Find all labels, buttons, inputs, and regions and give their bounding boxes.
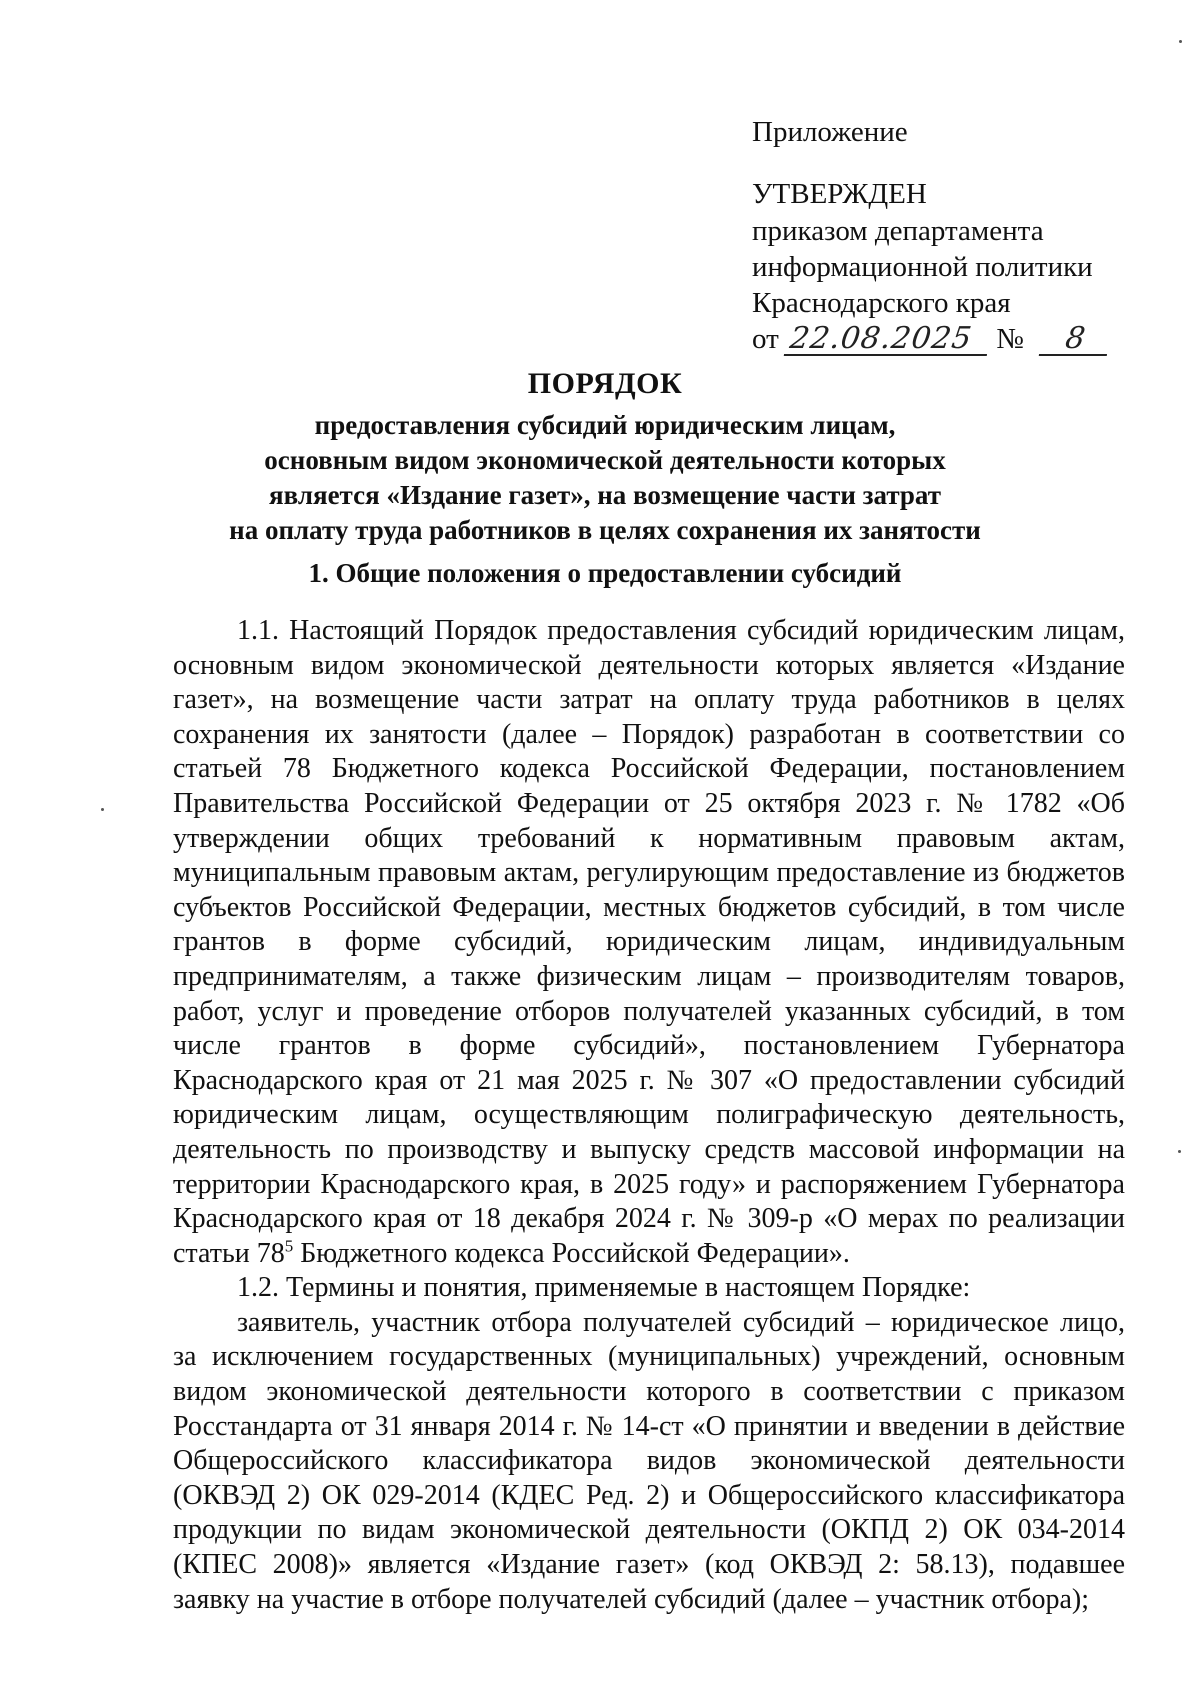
order-date-line [752, 321, 1152, 357]
superscript-5: 5 [284, 1236, 294, 1256]
order-prefix: от [752, 323, 779, 355]
approved-by-line-3: Краснодарского края [752, 287, 1011, 319]
paragraph-1-1-text: 1.1. Настоящий Порядок предоставления субсидий юридическим лицам, основным видом экономической деятельности которых является «Издание газет», на возмещение части затрат на оплату труда работников в целях сохранения их занятости (далее – Порядок) разработан в соответствии со статьей 78 Бюджетного кодекса Российской Федерации, постановлением Правительства Российской Федерации от 25 октября 2023 г. № 1782 «Об утверждении общих требований к нормативным правовым актам, муниципальным правовым актам, регулирующим предоставление из бюджетов субъектов Российской Федерации, местных бюджетов субсидий, в том числе грантов в форме субсидий, юридическим лицам, индивидуальным предпринимателям, а также физическим лицам – производителям товаров, работ, услуг и проведение отборов получателей указанных субсидий, в том числе грантов в форме субсидий», постановлением Губернатора Краснодарского края от 21 мая 2025 г. № 307 «О предоставлении субсидий юридическим лицам, осуществляющим полиграфическую деятельность, деятельность по производству и выпуску средств массовой информации на территории Краснодарского края, в 2025 году» и распоряжением Губернатора Краснодарского края от 18 декабря 2024 г. № 309-р «О мерах по реализации статьи 78 [173, 615, 1125, 1269]
document-title: ПОРЯДОК [527, 367, 683, 400]
document-subtitle-line-3: является «Издание газет», на возмещение части затрат [268, 480, 941, 510]
approved-by-line-1: приказом департамента [752, 215, 1044, 247]
handwritten-number: 8 [1039, 324, 1111, 356]
document-body [173, 614, 1125, 1617]
paragraph-applicant-definition: заявитель, участник отбора получателей субсидий – юридическое лицо, за исключением государственных (муниципальных) учреждений, основным видом экономической деятельности которого в соответствии с приказом Росстандарта от 31 января 2014 г. № 14-ст «О принятии и введении в действие Общероссийского классификатора видов экономической деятельности (ОКВЭД 2) ОК 029-2014 (КДЕС Ред. 2) и Общероссийского классификатора продукции по видам экономической деятельности (ОКПД 2) ОК 034-2014 (КПЕС 2008)» является «Издание газет» (код ОКВЭД 2: 58.13), подавшее заявку на участие в отборе получателей субсидий (далее – участник отбора); [173, 1306, 1125, 1615]
document-subtitle-line-1: предоставления субсидий юридическим лицам, [314, 410, 896, 440]
paragraph-1-1-end: Бюджетного кодекса Российской Федерации». [293, 1237, 850, 1269]
order-number-sign: № [996, 323, 1024, 355]
approved-by-line-2: информационной политики [752, 251, 1093, 283]
approved-label: УТВЕРЖДЕН [752, 178, 927, 210]
scan-speck [1179, 40, 1182, 43]
scan-speck [1178, 1150, 1181, 1153]
scan-speck [101, 808, 104, 811]
approval-block [752, 114, 1152, 357]
paragraph-1-1 [173, 614, 1125, 1271]
document-title-block [140, 364, 1070, 548]
document-subtitle-line-4: на оплату труда работников в целях сохранения их занятости [229, 515, 981, 545]
section-heading: 1. Общие положения о предоставлении субсидий [308, 558, 902, 588]
document-subtitle-line-2: основным видом экономической деятельности которых [264, 445, 946, 475]
paragraph-1-2: 1.2. Термины и понятия, применяемые в настоящем Порядке: [237, 1272, 971, 1304]
handwritten-date: 22.08.2025 [784, 324, 991, 356]
appendix-label: Приложение [752, 116, 908, 148]
